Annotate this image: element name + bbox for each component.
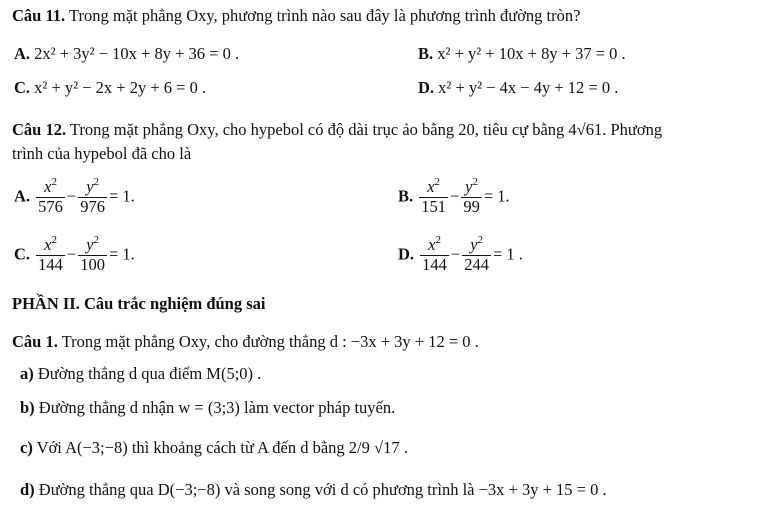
- part2-heading: PHẦN II. Câu trắc nghiệm đúng sai: [12, 294, 266, 313]
- q11-label: Câu 11.: [12, 6, 66, 25]
- q12-option-d: D. $\frac{x^2}{144}$ − $\frac{y^2}{244}$ = 1 .: [398, 234, 523, 274]
- q11-option-d: D. x² + y² − 4x − 4y + 12 = 0 .: [418, 78, 619, 97]
- q1-item-c: c) Với A(−3;−8) thì khoảng cách từ A đến d bằng 2/9 √17 .: [20, 438, 408, 457]
- q11-option-c: C. x² + y² − 2x + 2y + 6 = 0 .: [14, 78, 207, 97]
- q12-label: Câu 12.: [12, 120, 67, 139]
- q12-question-line2: trình của hypebol đã cho là: [12, 144, 192, 163]
- q11-option-b: B. x² + y² + 10x + 8y + 37 = 0 .: [418, 44, 626, 63]
- q1-item-b: b) Đường thẳng d nhận w = (3;3) làm vector pháp tuyến.: [20, 398, 396, 417]
- q12-option-b: B. $\frac{x^2}{151}$ − $\frac{y^2}{99}$ = 1.: [398, 176, 510, 216]
- q11-option-a: A. 2x² + 3y² − 10x + 8y + 36 = 0 .: [14, 44, 240, 63]
- q1-label: Câu 1.: [12, 332, 58, 351]
- q1-item-d: d) Đường thẳng qua D(−3;−8) và song song với d có phương trình là −3x + 3y + 15 = 0 .: [20, 480, 607, 499]
- q12-option-c: C. $\frac{x^2}{144}$ − $\frac{y^2}{100}$ = 1.: [14, 234, 135, 274]
- q11-question: [12, 8, 580, 25]
- q12-question: [12, 122, 662, 139]
- q1-question: [12, 334, 479, 351]
- q1-item-a: a) Đường thẳng d qua điểm M(5;0) .: [20, 364, 262, 383]
- q1-text: Trong mặt phẳng Oxy, cho đường thẳng d : −3x + 3y + 12 = 0 .: [61, 332, 479, 351]
- q12-text-line1: Trong mặt phẳng Oxy, cho hypebol có độ dài trục ảo bằng 20, tiêu cự bằng 4√61. Phương: [69, 120, 663, 139]
- q11-text: Trong mặt phẳng Oxy, phương trình nào sau đây là phương trình đường tròn?: [69, 6, 581, 25]
- q12-option-a: A. $\frac{x^2}{576}$ − $\frac{y^2}{976}$ = 1.: [14, 176, 135, 216]
